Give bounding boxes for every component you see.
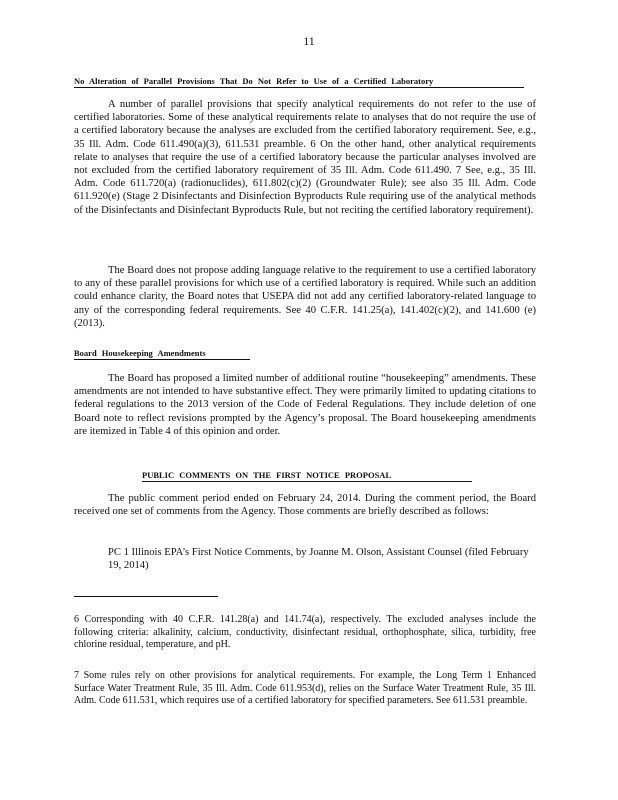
section-heading-parallel-provisions: No Alteration of Parallel Provisions That Do Not Refer to Use of a Certified Laboratory: [74, 76, 524, 88]
paragraph-board-proposal: The Board does not propose adding language relative to the requirement to use a certified laboratory to any of these parallel provisions for which use of a certified laboratory is required. While such an addition could enhance clarity, the Board notes that USEPA did not add any certified laboratory-related language to any of the corresponding federal requirements. See 40 C.F.R. 141.25(a), 141.402(c)(2), and 141.600 (e) (2013).: [74, 265, 536, 329]
paragraph-public-comments: The public comment period ended on February 24, 2014. During the comment period, the Board received one set of comments from the Agency. Those comments are briefly described as follows:: [74, 493, 536, 518]
paragraph-housekeeping: The Board has proposed a limited number of additional routine “housekeeping” amendments. These amendments are not intended to have substantive effect. They were primarily limited to updating citations to federal regulations to the 2013 version of the Code of Federal Regulations. They include deletion of one Board note to reflect revisions prompted by the Agency’s proposal. The Board housekeeping amendments are itemized in Table 4 of this opinion and order.: [74, 373, 536, 437]
public-comment-entry: PC 1 Illinois EPA’s First Notice Comments, by Joanne M. Olson, Assistant Counsel (filed February 19, 2014): [108, 547, 529, 572]
section-heading-public-comments: PUBLIC COMMENTS ON THE FIRST NOTICE PROPOSAL: [142, 470, 472, 482]
section-heading-housekeeping: Board Housekeeping Amendments: [74, 348, 250, 360]
paragraph-parallel-provisions: A number of parallel provisions that specify analytical requirements do not refer to the use of certified laboratories. Some of these analytical requirements relate to analyses that do not require the use of a certified laboratory because the analyses are excluded from the certified laboratory requirement. See, e.g., 35 Ill. Adm. Code 611.490(a)(3), 611.531 preamble. 6 On the other hand, other analytical requirements relate to analyses that require the use of a certified laboratory because the particular analyses involved are not excluded from the certified laboratory requirement of 35 Ill. Adm. Code 611.490. 7 See, e.g., 35 Ill. Adm. Code 611.720(a) (radionuclides), 611.802(c)(2) (Groundwater Rule); see also 35 Ill. Adm. Code 611.920(e) (Stage 2 Disinfectants and Disinfection Byproducts Rule requiring use of the analytical methods of the Disinfectants and Disinfectant Byproducts Rule, but not reciting the certified laboratory requirement).: [74, 99, 536, 216]
footnote-6: 6 Corresponding with 40 C.F.R. 141.28(a) and 141.74(a), respectively. The excluded analyses include the following criteria: alkalinity, calcium, conductivity, disinfectant residual, orthophosphate, silica, turbidity, free chlorine residual, temperature, and pH.: [74, 614, 536, 651]
page-number: 11: [303, 34, 315, 48]
footnote-divider: [74, 596, 218, 597]
footnote-7: 7 Some rules rely on other provisions for analytical requirements. For example, the Long Term 1 Enhanced Surface Water Treatment Rule, 35 Ill. Adm. Code 611.953(d), relies on the Surface Water Treatment Rule, 35 Ill. Adm. Code 611.531, which requires use of a certified laboratory for specified parameters. See 611.531 preamble.: [74, 670, 536, 707]
